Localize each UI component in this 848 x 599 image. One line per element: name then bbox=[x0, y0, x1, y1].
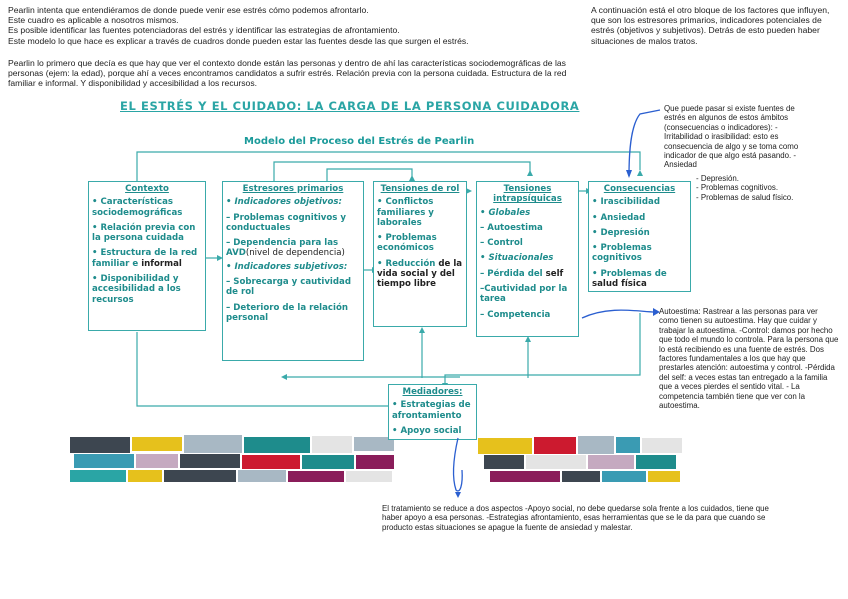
list-item: – Competencia bbox=[480, 309, 551, 320]
intro-paragraph: Pearlin lo primero que decía es que hay que ver el contexto donde están las personas y dentro de ahí las características sociodemográficas de las personas (ejem: la edad), porque ahí a veces encontramos candidatos a sufrir estrés. Relación previa con la persona cuidada. Estructura de la red familiar e informal. Y disponibilidad y accesibilidad a los recursos. bbox=[8, 58, 567, 89]
note-line: - Depresión. bbox=[696, 174, 739, 183]
diagram-title: EL ESTRÉS Y EL CUIDADO: LA CARGA DE LA PERSONA CUIDADORA bbox=[120, 99, 580, 113]
list-item: • Depresión bbox=[592, 227, 650, 238]
list-item: • Indicadores objetivos: bbox=[226, 197, 342, 208]
list-item: • Irascibilidad bbox=[592, 197, 660, 208]
list-item: – Deterioro de la relación personal bbox=[226, 302, 348, 323]
tensiones-rol-title: Tensiones de rol bbox=[380, 184, 460, 194]
contexto-title: Contexto bbox=[125, 184, 169, 194]
top-right-note: A continuación está el otro bloque de los factores que influyen, que son los estresores primarios, indicadores potenciales de estrés (objetivos y subjetivos). Detrás de esto pueden haber situaciones de malos tratos. bbox=[591, 5, 830, 46]
list-item: • Ansiedad bbox=[592, 212, 646, 223]
note-line: - Problemas de salud físico. bbox=[696, 192, 794, 202]
note-line: Pearlin intenta que entendiéramos de donde puede venir ese estrés cómo podemos afrontarlo. bbox=[8, 5, 369, 15]
list-item: • Problemas económicos bbox=[377, 233, 437, 254]
tensiones-intra-title: Tensiones intrapsíquicas bbox=[493, 184, 562, 205]
list-item: • Apoyo social bbox=[392, 425, 462, 436]
diagram-subtitle: Modelo del Proceso del Estrés de Pearlin bbox=[244, 136, 475, 147]
right-note-consecuencias: Que puede pasar si existe fuentes de estrés en algunos de estos ámbitos (consecuencias o indicadores): - Irritabilidad o irasibilidad: esto es consecuencia de algo y se toma como indicador de que algo está pasando. -Ansiedad bbox=[664, 104, 799, 170]
right-note-list bbox=[696, 174, 836, 202]
list-item: – Problemas cognitivos y conductuales bbox=[226, 212, 346, 233]
estresores-title: Estresores primarios bbox=[242, 184, 344, 194]
list-item: – Sobrecarga y cautividad de rol bbox=[226, 277, 351, 298]
note-line: Este modelo lo que hace es explicar a través de cuadros donde pueden estar las fuentes desde las que surgen el estrés. bbox=[8, 35, 469, 46]
item-text: • Reducción bbox=[377, 258, 436, 269]
consecuencias-title: Consecuencias bbox=[603, 184, 676, 194]
list-item: • Problemas cognitivos bbox=[592, 243, 652, 264]
item-text: • Estructura de la red familiar e bbox=[92, 248, 198, 269]
item-text: • Problemas de bbox=[592, 268, 667, 279]
list-item: • Globales bbox=[480, 207, 531, 218]
handwritten-text: salud física bbox=[592, 279, 647, 290]
list-item: • Disponibilidad y accesibilidad a los recursos bbox=[92, 274, 181, 305]
right-note-autoestima: Autoestima: Rastrear a las personas para ver como tienen su autoestima. Hay que cuidar y trabajar la autoestima. -Control: damos por hecho que todo el mundo lo controla. Para la persona que lo está recibiendo es una fuente de estrés. Dos factores fundamentales a los que hay que prestarles atención: autoestima y control. -Pérdida del self: a veces estas tan entregado a la familia que a veces pierdes el sentido vital. - La competencia también tiene que ver con la autoestima. bbox=[659, 307, 839, 411]
note-line: Es posible identificar las fuentes potenciadoras del estrés y identificar las estrategias de afrontamiento. bbox=[8, 25, 400, 36]
item-text: – Dependencia para las AVD bbox=[226, 238, 339, 259]
list-item: • Conflictos familiares y laborales bbox=[377, 197, 434, 228]
list-item: • Características sociodemográficas bbox=[92, 197, 183, 218]
handwritten-text: self bbox=[545, 268, 564, 279]
item-text: – Pérdida del bbox=[480, 268, 543, 279]
list-item: – Control bbox=[480, 238, 523, 249]
list-item: –Cautividad por la tarea bbox=[480, 284, 568, 305]
list-item: – Autoestima bbox=[480, 222, 543, 233]
handwritten-text: de la vida social y del tiempo libre bbox=[377, 258, 463, 290]
handwritten-text: (nivel de dependencia) bbox=[245, 248, 345, 259]
note-line: Este cuadro es aplicable a nosotros mismos. bbox=[8, 15, 179, 26]
mediadores-title: Mediadores: bbox=[402, 387, 463, 397]
list-item: • Situacionales bbox=[480, 253, 554, 264]
list-item: • Estrategias de afrontamiento bbox=[392, 400, 471, 421]
note-line: - Problemas cognitivos. bbox=[696, 183, 779, 193]
list-item: • Relación previa con la persona cuidada bbox=[92, 222, 196, 244]
handwritten-text: informal bbox=[141, 258, 182, 269]
bottom-note-tratamiento: El tratamiento se reduce a dos aspectos -Apoyo social, no debe quedarse sola frente a los cuidados, tiene que haber apoyo a esa personas. -Estrategias afrontamiento, esas herramientas que se le da para que cuando se producto estas situaciones se apague la fuente de ansiedad y malestar. bbox=[382, 504, 769, 532]
list-item: • Indicadores subjetivos: bbox=[226, 261, 348, 272]
